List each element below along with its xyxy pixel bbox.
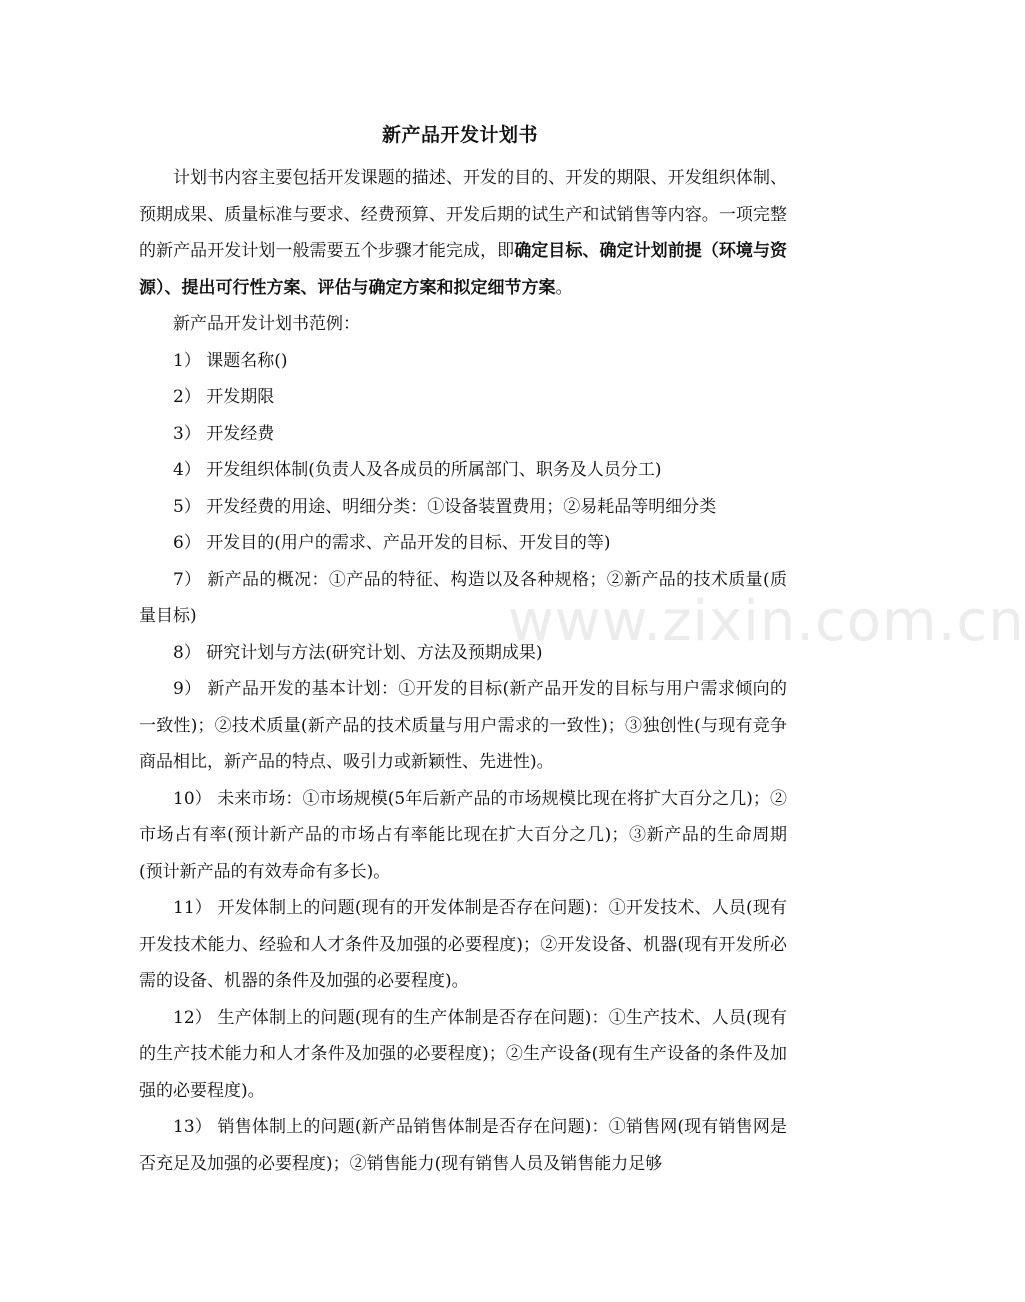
- example-heading: 新产品开发计划书范例：: [173, 314, 360, 334]
- list-item: 8） 研究计划与方法(研究计划、方法及预期成果): [173, 642, 543, 663]
- list-item: 1） 课题名称(): [173, 350, 288, 371]
- document-body: [139, 160, 787, 1182]
- list-item: 7） 新产品的概况：①产品的特征、构造以及各种规格；②新产品的技术质量(质量目标): [139, 569, 787, 626]
- watermark: www.zixin.com.cn: [508, 589, 1025, 654]
- list-item: 6） 开发目的(用户的需求、产品开发的目标、开发目的等): [173, 533, 611, 553]
- list-item: 5） 开发经费的用途、明细分类：①设备装置费用；②易耗品等明细分类: [173, 496, 717, 517]
- page-title: 新产品开发计划书: [381, 124, 538, 146]
- list-item: 4） 开发组织体制(负责人及各成员的所属部门、职务及人员分工): [173, 460, 662, 480]
- intro-end: 。: [555, 277, 573, 298]
- list-item: 11） 开发体制上的问题(现有的开发体制是否存在问题)：①开发技术、人员(现有开发技术能力、经验和人才条件及加强的必要程度)；②开发设备、机器(现有开发所必需的设备、机器的条件及加强的必要程度)。: [139, 898, 787, 991]
- intro-bold-steps: 确定目标、确定计划前提（环境与资源）、提出可行性方案、评估与确定方案和拟定细节方案: [139, 241, 788, 298]
- intro-text: 计划书内容主要包括开发课题的描述、开发的目的、开发的期限、开发组织体制、预期成果、质量标准与要求、经费预算、开发后期的试生产和试销售等内容。一项完整的新产品开发计划一般需要五个步骤才能完成，即: [139, 168, 787, 261]
- list-item: 2） 开发期限: [173, 387, 275, 407]
- list-item: 12） 生产体制上的问题(现有的生产体制是否存在问题)：①生产技术、人员(现有的生产技术能力和人才条件及加强的必要程度)；②生产设备(现有生产设备的条件及加强的必要程度)。: [139, 1007, 787, 1101]
- list-item: 10） 未来市场：①市场规模(5年后新产品的市场规模比现在将扩大百分之几)；② 市场占有率(预计新产品的市场占有率能比现在扩大百分之几)；③新产品的生命周期(预计新产品的有效寿命有多长)。: [139, 788, 787, 882]
- list-item: 9） 新产品开发的基本计划：①开发的目标(新产品开发的目标与用户需求倾向的一致性)；②技术质量(新产品的技术质量与用户需求的一致性)；③独创性(与现有竞争商品相比，新产品的特点、吸引力或新颖性、先进性)。: [139, 679, 787, 772]
- intro-paragraph: [139, 160, 787, 306]
- list-item: 13） 销售体制上的问题(新产品销售体制是否存在问题)：①销售网(现有销售网是否充足及加强的必要程度)；②销售能力(现有销售人员及销售能力足够: [139, 1117, 787, 1174]
- list-item: 3） 开发经费: [173, 423, 275, 444]
